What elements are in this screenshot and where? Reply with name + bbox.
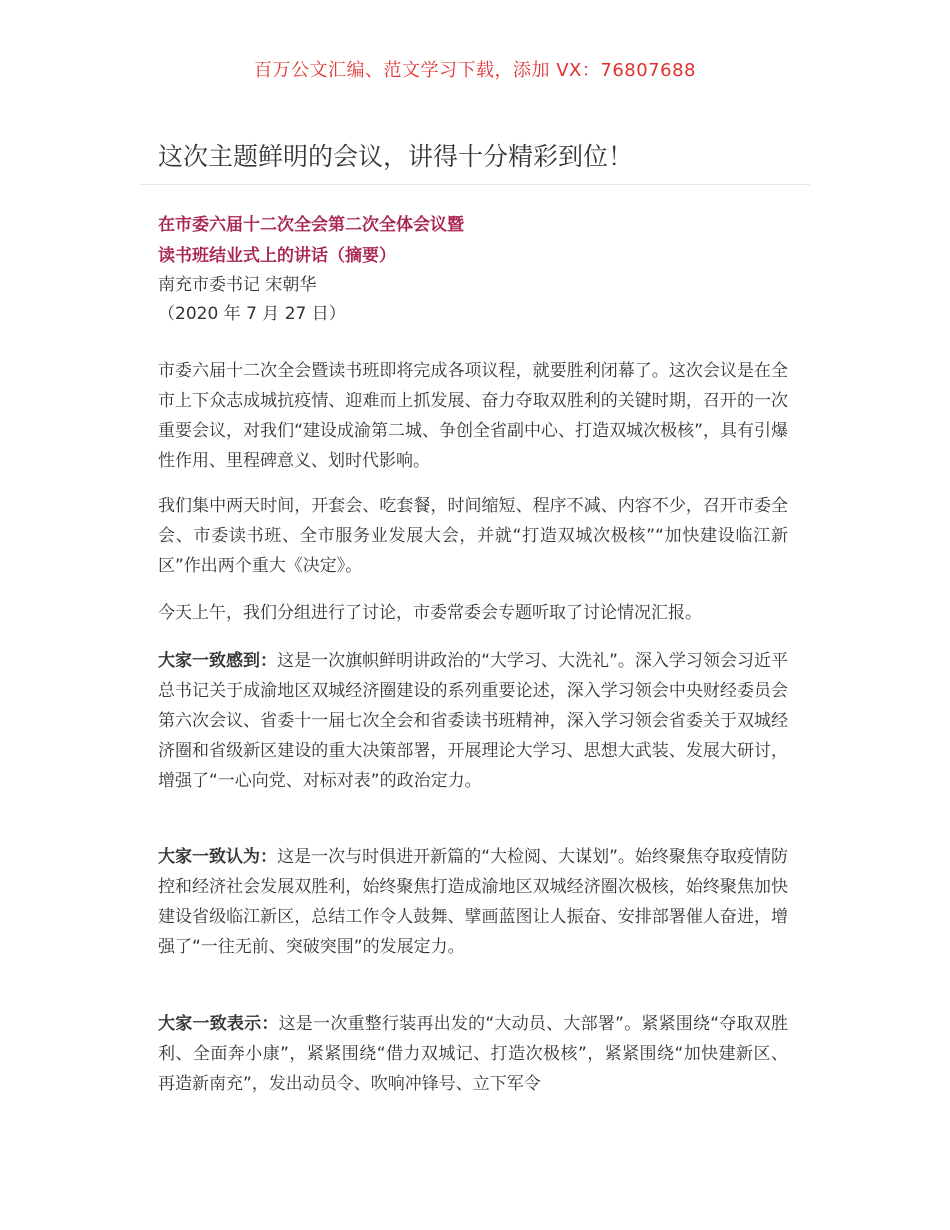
paragraph-body: 这是一次旗帜鲜明讲政治的“大学习、大洗礼”。深入学习领会习近平总书记关于成渝地区双城经济圈建设的系列重要论述，深入学习领会中央财经委员会第六次会议、省委十一届七次全会和省委读书班精神，深入学习领会省委关于双城经济圈和省级新区建设的重大决策部署，开展理论大学习、思想大武装、发展大研讨，增强了“一心向党、对标对表”的政治定力。: [158, 651, 788, 791]
paragraph-consensus-agreed: [158, 842, 788, 962]
paragraph-lead: 大家一致表示：: [158, 1014, 279, 1034]
speech-date: （2020 年 7 月 27 日）: [158, 304, 346, 324]
speech-heading-line-2: 读书班结业式上的讲话（摘要）: [158, 246, 396, 266]
page-title: 这次主题鲜明的会议，讲得十分精彩到位！: [158, 142, 634, 171]
speech-author: 南充市委书记 宋朝华: [158, 275, 317, 295]
paragraph-lead: 大家一致认为：: [158, 847, 278, 867]
paragraph-schedule: 我们集中两天时间，开套会、吃套餐，时间缩短、程序不减、内容不少，召开市委全会、市委读书班、全市服务业发展大会，并就“打造双城次极核”“加快建设临江新区”作出两个重大《决定》。: [158, 496, 788, 576]
title-divider: [140, 184, 810, 185]
promo-banner: 百万公文汇编、范文学习下载，添加 VX：76807688: [254, 60, 696, 81]
paragraph-discussion: 今天上午，我们分组进行了讨论，市委常委会专题听取了讨论情况汇报。: [158, 603, 702, 623]
speech-heading-line-1: 在市委六届十二次全会第二次全体会议暨: [158, 215, 464, 235]
paragraph-body: 这是一次与时俱进开新篇的“大检阅、大谋划”。始终聚焦夺取疫情防控和经济社会发展双胜利，始终聚焦打造成渝地区双城经济圈次极核，始终聚焦加快建设省级临江新区，总结工作令人鼓舞、擘画蓝图让人振奋、安排部署催人奋进，增强了“一往无前、突破突围”的发展定力。: [158, 847, 788, 957]
paragraph-consensus-expressed: [158, 1009, 788, 1099]
paragraph-intro: 市委六届十二次全会暨读书班即将完成各项议程，就要胜利闭幕了。这次会议是在全市上下众志成城抗疫情、迎难而上抓发展、奋力夺取双胜利的关键时期，召开的一次重要会议，对我们“建设成渝第二城、争创全省副中心、打造双城次极核”，具有引爆性作用、里程碑意义、划时代影响。: [158, 361, 788, 471]
paragraph-body: 这是一次重整行装再出发的“大动员、大部署”。紧紧围绕“夺取双胜利、全面奔小康”，紧紧围绕“借力双城记、打造次极核”，紧紧围绕“加快建新区、再造新南充”，发出动员令、吹响冲锋号、立下军令: [158, 1014, 789, 1094]
paragraph-consensus-felt: [158, 646, 788, 796]
paragraph-lead: 大家一致感到：: [158, 651, 278, 671]
